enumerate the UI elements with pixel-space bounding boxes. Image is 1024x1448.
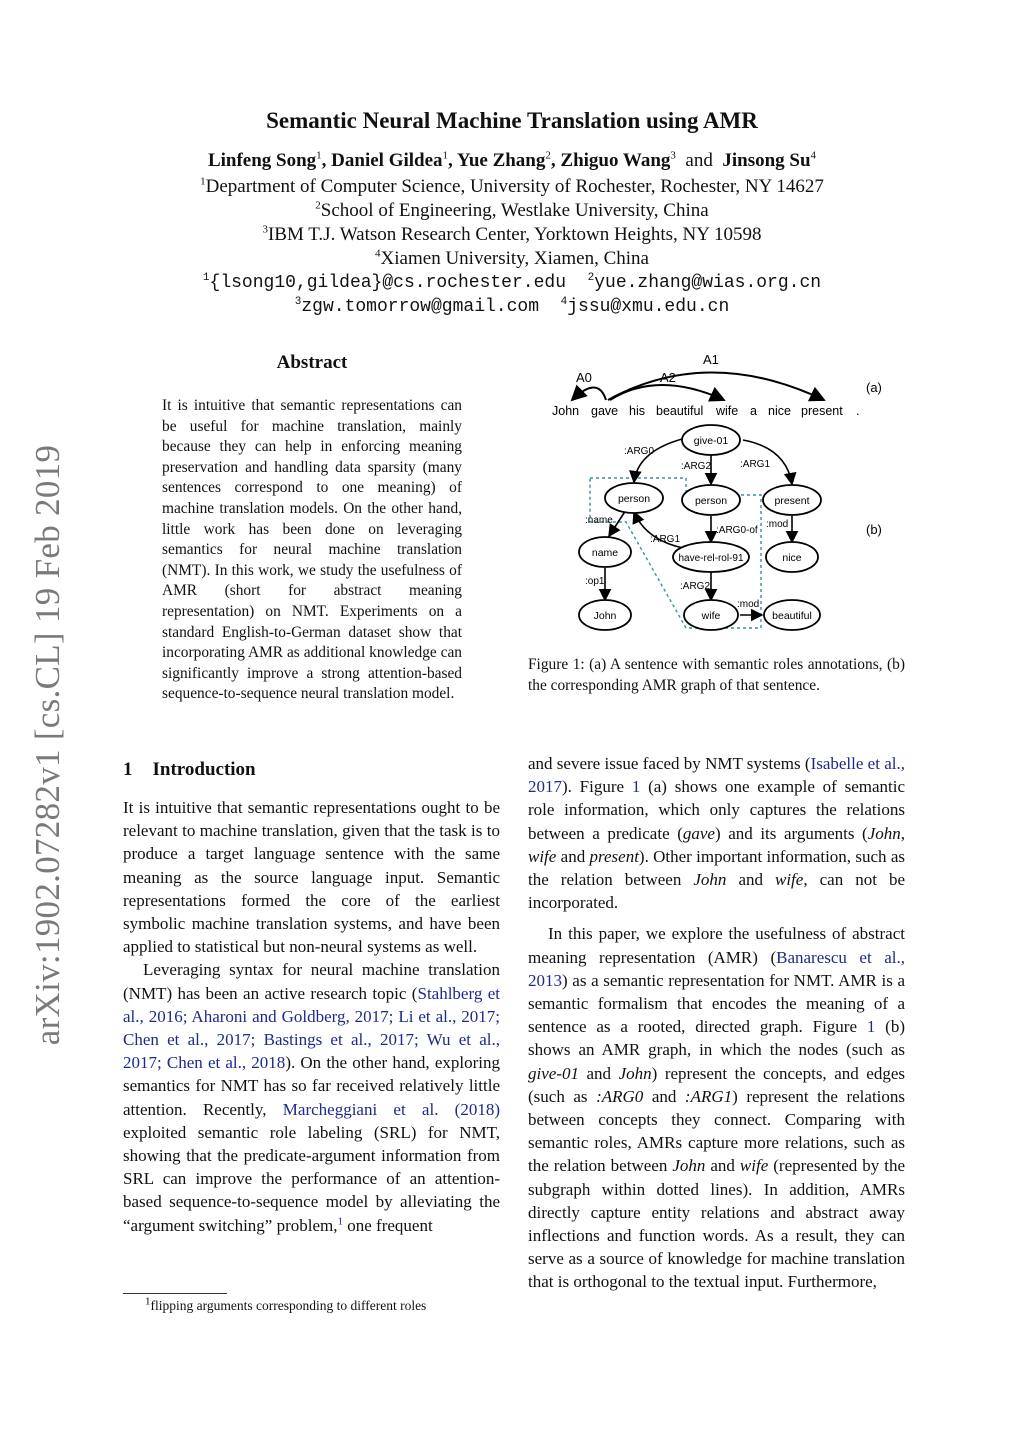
amr-node xyxy=(766,542,818,572)
sentence-word: gave xyxy=(591,404,619,418)
sentence-word: John xyxy=(552,404,580,418)
sentence-word: nice xyxy=(768,404,791,418)
amr-node xyxy=(579,600,631,630)
email: zgw.tomorrow@gmail.com xyxy=(301,297,539,317)
footnote-rule xyxy=(123,1293,227,1294)
affiliation: $^2$School of Engineering, Westlake University, China xyxy=(315,199,709,221)
sentence-word: wife xyxy=(716,404,739,418)
arc-label: A1 xyxy=(703,352,719,367)
svg-text:name: name xyxy=(591,547,619,559)
section-title: Introduction xyxy=(152,759,256,780)
arc-label: A0 xyxy=(576,370,592,385)
arxiv-stamp: arXiv:1902.07282v1 [cs.CL] 19 Feb 2019 xyxy=(28,444,67,1046)
svg-text:give-01: give-01 xyxy=(693,435,729,447)
amr-node xyxy=(682,485,740,515)
label-b: (b) xyxy=(866,522,882,537)
affiliation: $^3$IBM T.J. Watson Research Center, Yorktown Heights, NY 10598 xyxy=(262,223,762,245)
affiliation: $^4$Xiamen University, Xiamen, China xyxy=(375,247,649,269)
label-a: (a) xyxy=(866,380,882,395)
sentence-word: . xyxy=(856,404,860,418)
edge-label: :name xyxy=(585,515,613,526)
svg-text:have-rel-rol-91: have-rel-rol-91 xyxy=(678,553,744,564)
email: yue.zhang@wias.org.cn xyxy=(594,273,822,293)
author-name: Daniel Gildea xyxy=(331,150,443,171)
paragraph: It is intuitive that semantic representations ought to be relevant to machine translation, given that the task is to produce a target language sentence with the same meaning as the source language input. Semantic representations formed the core of the earliest symbolic machine translation systems, and have been applied to statistical but non-neural systems as well. xyxy=(123,798,500,957)
paper-title: Semantic Neural Machine Translation using AMR xyxy=(266,108,758,133)
svg-text:beautiful: beautiful xyxy=(772,610,812,622)
figure-ref-link[interactable]: 1 xyxy=(866,1017,876,1037)
citation-link[interactable]: Isabelle et al., 2017 xyxy=(528,754,905,797)
author-name: Jinsong Su xyxy=(722,150,811,171)
citation-link[interactable]: Banarescu et al., 2013 xyxy=(528,947,905,990)
sentence-word: his xyxy=(629,404,645,418)
paragraph: In this paper, we explore the usefulness of abstract meaning representation (AMR) (Banarescu et al., 2013) as a semantic representation for NMT. AMR is a semantic formalism that encodes the meaning of a sentence as a rooted, directed graph. Figure 1 (b) shows an AMR graph, in which the nodes (such as give-01 and John) represent the concepts, and edges (such as :ARG0 and :ARG1) represent the relations between concepts they connect. Comparing with semantic roles, AMRs capture more relations, such as the relation between John and wife (represented by the subgraph within dotted lines). In addition, AMRs directly capture entity relations and abstract away inflections and function words. As a result, they can serve as a source of knowledge for machine translation that is orthogonal to the textual input. Furthermore, xyxy=(528,924,906,1292)
amr-node xyxy=(682,425,740,455)
and-word: and xyxy=(685,150,713,171)
author-sup: 3 xyxy=(670,149,676,162)
paragraph: Leveraging syntax for neural machine translation (NMT) has been an active research topic (Stahlberg et al., 2016; Aharoni and Goldberg, 2017; Li et al., 2017; Chen et al., 2017; Bastings et al., 2017; Wu et al., 2017; Chen et al., 2018). On the other hand, exploring semantics for NMT has so far received relatively little attention. Recently, Marcheggiani et al. (2018) exploited semantic role labeling (SRL) for NMT, showing that the predicate-argument information from SRL can improve the performance of an attention-based sequence-to-sequence model by alleviating the “argument switching” problem,$^1$ one frequent xyxy=(123,960,500,1235)
author-name: Linfeng Song xyxy=(207,150,317,171)
edge-line xyxy=(634,438,686,482)
right-column xyxy=(528,752,905,1294)
arc-a0 xyxy=(572,388,606,401)
figure-1 xyxy=(528,350,908,640)
author-name: Yue Zhang xyxy=(456,150,546,171)
edge-label: :ARG2 xyxy=(680,581,711,592)
svg-text:present: present xyxy=(774,495,810,507)
edge-label: :ARG2 xyxy=(681,461,712,472)
amr-node xyxy=(673,542,749,572)
edge-label: :ARG1 xyxy=(650,534,681,545)
figure-ref-link[interactable]: 1 xyxy=(631,777,641,797)
author-sup: 4 xyxy=(810,149,817,162)
citation-link[interactable]: Marcheggiani et al. (2018) xyxy=(282,1099,500,1119)
edge-label: :ARG0-of xyxy=(716,525,758,536)
abstract-heading: Abstract xyxy=(276,352,348,373)
footnote-marker[interactable]: 1 xyxy=(337,1215,343,1227)
sentence-word: present xyxy=(801,404,843,418)
affiliation: $^1$Department of Computer Science, University of Rochester, Rochester, NY 14627 xyxy=(200,175,824,197)
email: jssu@xmu.edu.cn xyxy=(567,297,730,317)
section-number: 1 xyxy=(123,759,133,780)
edge-label: :mod xyxy=(766,519,789,530)
amr-node xyxy=(605,483,663,513)
footnote: $^1$flipping arguments corresponding to different roles xyxy=(145,1295,427,1313)
author-sup: 1 xyxy=(316,149,322,162)
edge-label: :ARG0 xyxy=(624,446,655,457)
svg-text:nice: nice xyxy=(782,552,802,564)
sentence-word: a xyxy=(750,404,757,418)
section-heading xyxy=(123,759,256,781)
email-line: $^3$zgw.tomorrow@gmail.com $^4$jssu@xmu.edu.cn xyxy=(294,296,730,317)
amr-node xyxy=(763,485,821,515)
amr-node xyxy=(579,537,631,567)
amr-node xyxy=(684,600,738,630)
email-line: $^1${lsong10,gildea}@cs.rochester.edu $^2$yue.zhang@wias.org.cn xyxy=(202,272,822,293)
paragraph: and severe issue faced by NMT systems (Isabelle et al., 2017). Figure 1 (a) shows one example of semantic role information, which only captures the relations between a predicate (gave) and its arguments (John, wife and present). Other important information, such as the relation between John and wife, can not be incorporated. xyxy=(528,754,906,913)
svg-text:person: person xyxy=(694,495,728,507)
left-column xyxy=(123,796,500,1237)
abstract-text: It is intuitive that semantic representations can be useful for machine translation, mainly because they can help in enforcing meaning preservation and handling data sparsity (many sentences correspond to one meaning) of machine translation models. On the other hand, little work has been done on leveraging semantics for neural machine translation (NMT). In this work, we study the usefulness of AMR (short for abstract meaning representation) on NMT. Experiments on a standard English-to-German dataset show that incorporating AMR as additional knowledge can significantly improve a strong attention-based sequence-to-sequence neural translation model. xyxy=(162,397,462,703)
author-sup: 2 xyxy=(545,149,551,162)
svg-text:wife: wife xyxy=(701,610,721,622)
edge-label: :mod xyxy=(737,599,760,610)
amr-node xyxy=(764,600,820,630)
figure-caption: Figure 1: (a) A sentence with semantic roles annotations, (b) the corresponding AMR graph of that sentence. xyxy=(528,656,905,694)
edge-label: :ARG1 xyxy=(740,459,771,470)
edge-label: :op1 xyxy=(585,576,605,587)
arc-label: A2 xyxy=(660,370,676,385)
svg-text:John: John xyxy=(593,610,617,622)
author-name: Zhiguo Wang xyxy=(560,150,671,171)
arc-a2 xyxy=(610,385,724,400)
email: {lsong10,gildea}@cs.rochester.edu xyxy=(209,273,566,293)
author-sup: 1 xyxy=(442,149,449,162)
svg-text:person: person xyxy=(617,493,651,505)
citation-link[interactable]: Stahlberg et al., 2016; Aharoni and Goldberg, 2017; Li et al., 2017; Chen et al., 2017; Bastings et al., 2017; Wu et al., 2017; Chen et al., 2018 xyxy=(123,983,500,1073)
sentence-word: beautiful xyxy=(656,404,704,418)
author-list: Linfeng Song$^1$, Daniel Gildea$^1$, Yue Zhang$^2$, Zhiguo Wang$^3$ and Jinsong Su$^4$ xyxy=(207,149,817,171)
